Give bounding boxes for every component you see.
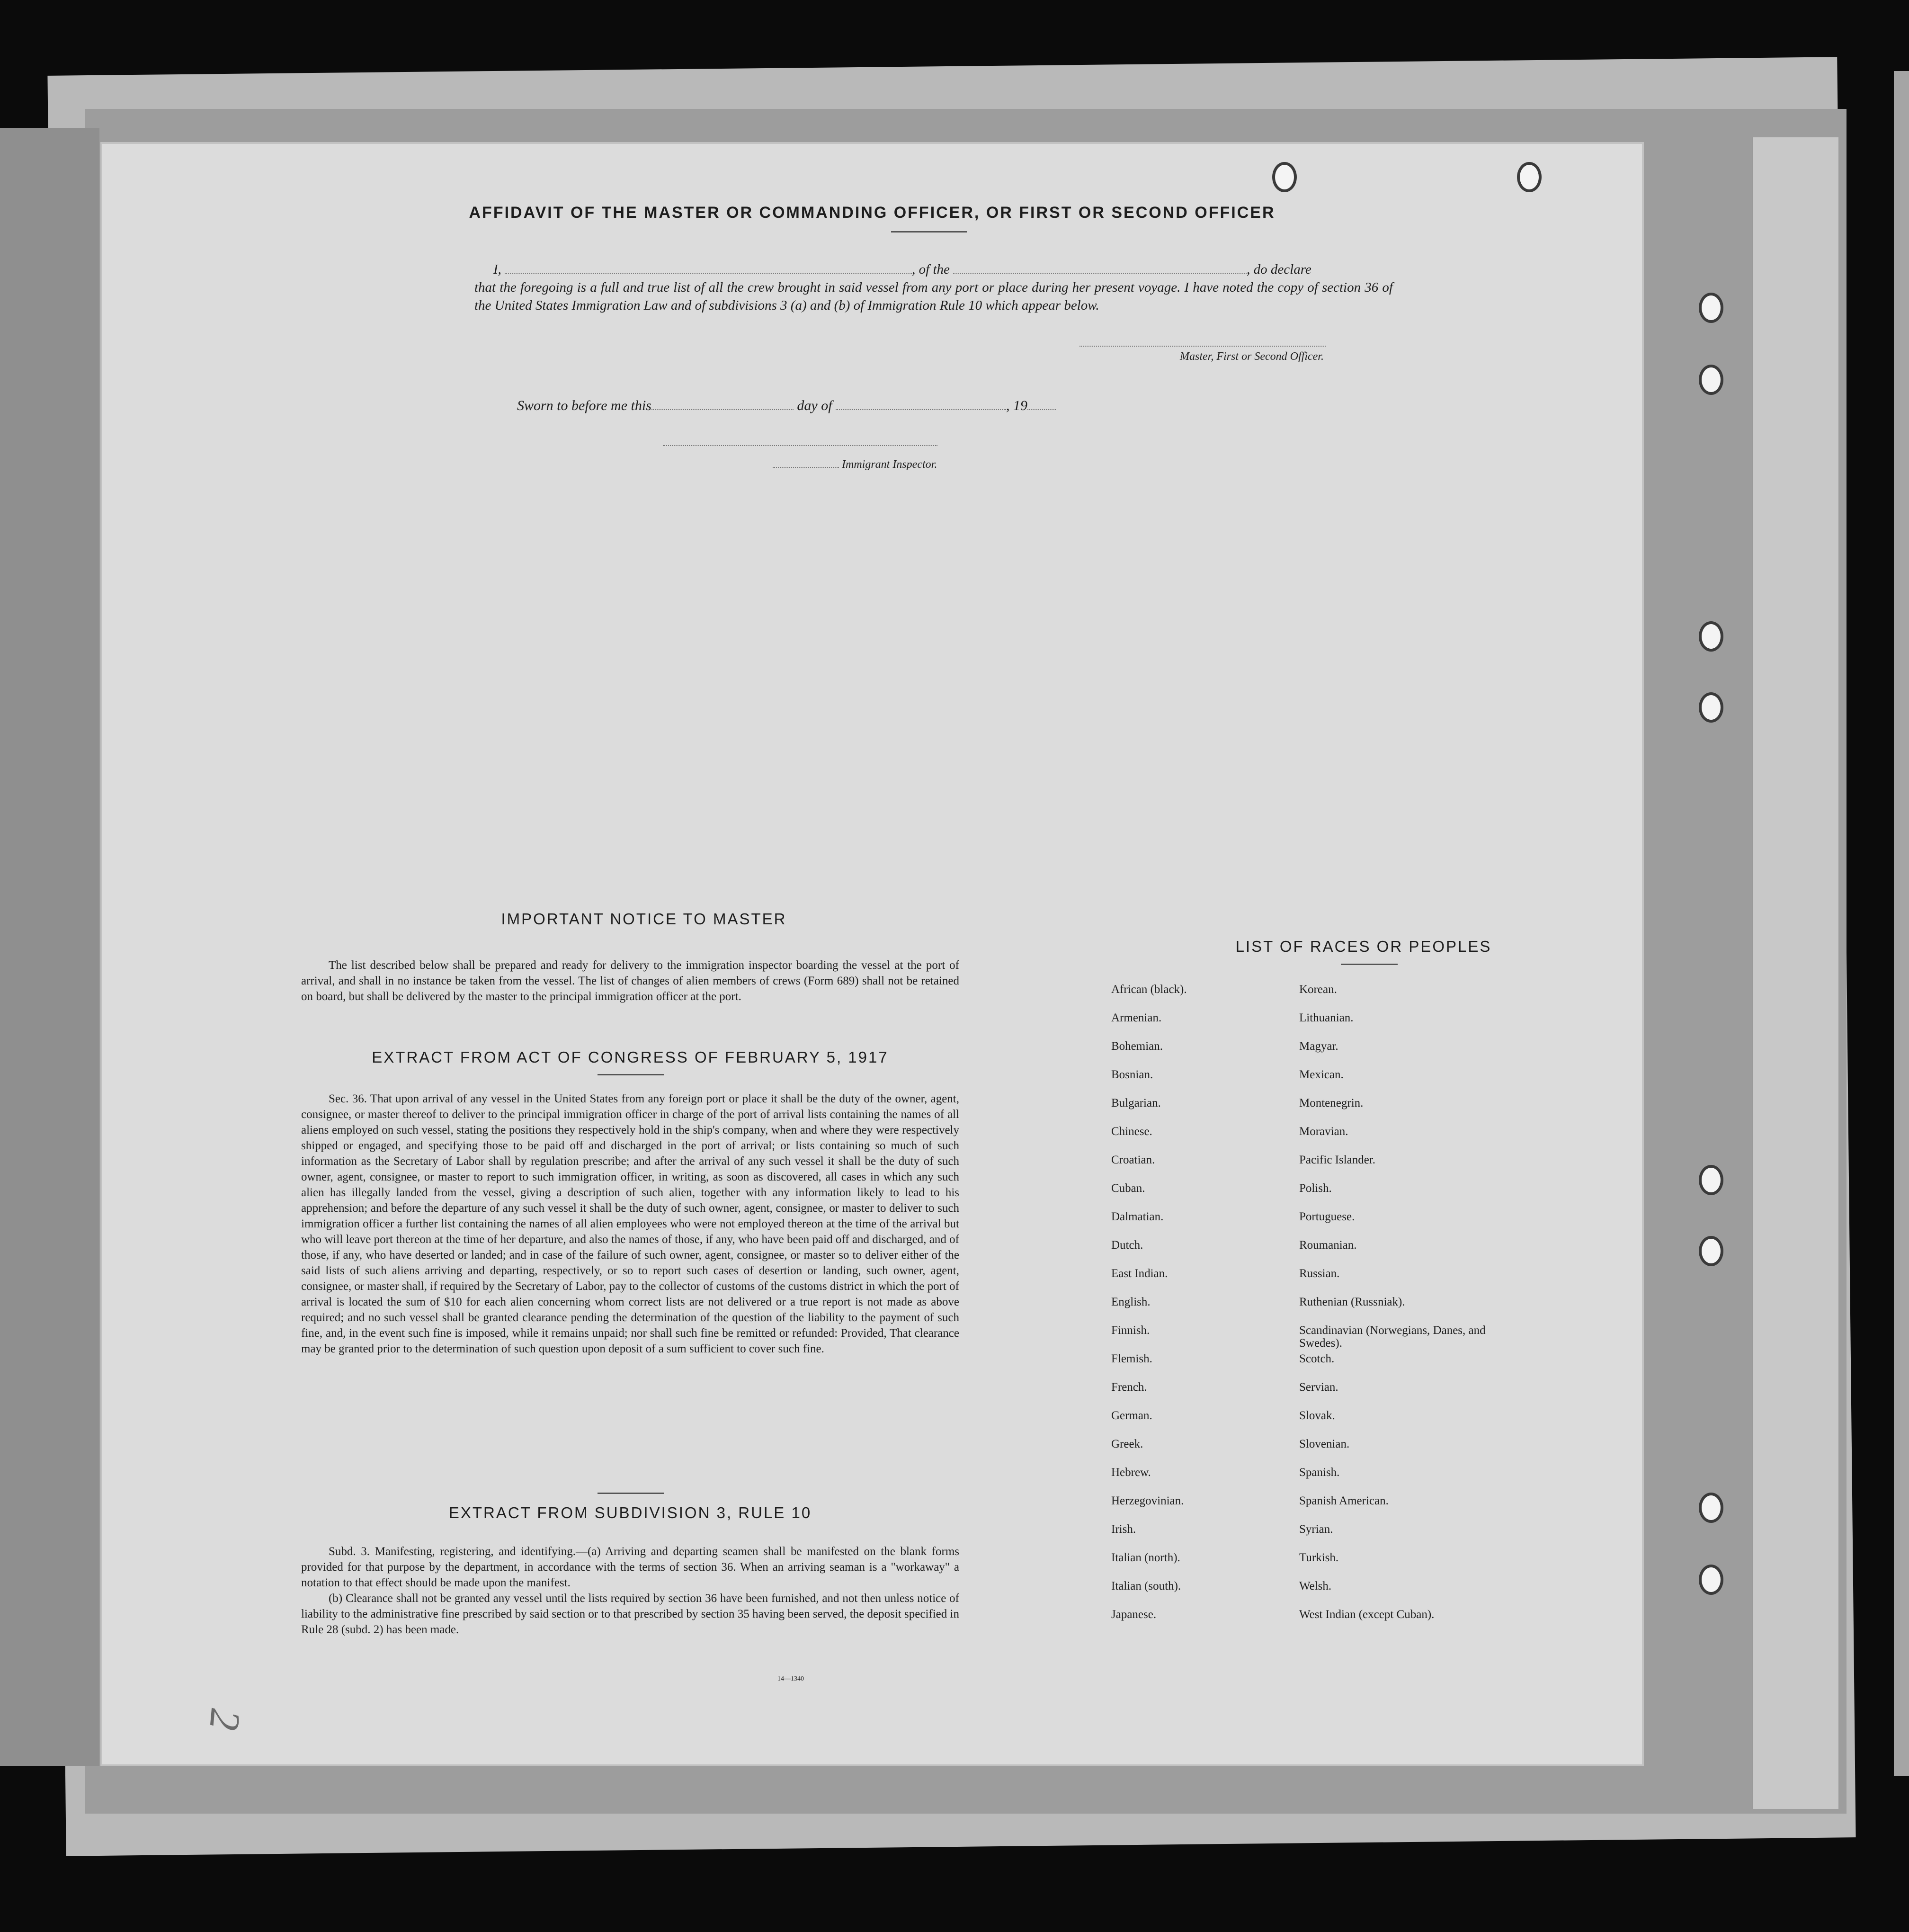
- race-name: Polish.: [1299, 1182, 1332, 1195]
- race-name: Mexican.: [1299, 1068, 1344, 1081]
- race-row: [1111, 1296, 1679, 1324]
- punch-hole: [1699, 1236, 1723, 1266]
- document-page: [100, 142, 1644, 1766]
- declaration-statement: that the foregoing is a full and true list of all the crew brought in said vessel from any port or place during her present voyage. I have noted the copy of section 36 of the United States Immigration Law and of subdivisions 3 (a) and (b) of Immigration Rule 10 which appear below.: [474, 280, 1393, 313]
- race-name: Cuban.: [1111, 1182, 1145, 1195]
- month-blank[interactable]: [836, 399, 1006, 410]
- section-rule: [598, 1074, 664, 1075]
- race-name: Dalmatian.: [1111, 1210, 1164, 1223]
- race-name: African (black).: [1111, 983, 1187, 996]
- adjacent-page-edge: [0, 128, 99, 1766]
- race-row: [1111, 1523, 1679, 1551]
- rule-text: [301, 1544, 959, 1637]
- day-blank[interactable]: [651, 399, 794, 410]
- race-name: Moravian.: [1299, 1125, 1348, 1138]
- declaration-line: [474, 260, 1393, 278]
- punch-hole: [1699, 692, 1723, 723]
- race-name: Turkish.: [1299, 1551, 1339, 1564]
- of-the-label: , of the: [912, 262, 950, 277]
- race-name: Welsh.: [1299, 1580, 1332, 1592]
- name-blank[interactable]: [505, 262, 912, 274]
- race-name: Slovak.: [1299, 1409, 1335, 1422]
- inspector-dots: [773, 459, 839, 468]
- race-name: Spanish American.: [1299, 1494, 1389, 1507]
- sworn-row: [517, 398, 1056, 414]
- race-name: Bosnian.: [1111, 1068, 1153, 1081]
- act-title: EXTRACT FROM ACT OF CONGRESS OF FEBRUARY 5, 1917: [372, 1048, 889, 1066]
- punch-hole: [1272, 162, 1297, 192]
- race-name: Finnish.: [1111, 1324, 1150, 1337]
- inspector-signature-line[interactable]: [663, 445, 937, 446]
- notice-title: IMPORTANT NOTICE TO MASTER: [501, 910, 787, 928]
- race-name: French.: [1111, 1381, 1147, 1394]
- race-name: Armenian.: [1111, 1011, 1162, 1024]
- race-row: [1111, 1267, 1679, 1296]
- race-name: Irish.: [1111, 1523, 1136, 1536]
- section-rule: [1341, 964, 1398, 965]
- race-name: East Indian.: [1111, 1267, 1168, 1280]
- race-name: Magyar.: [1299, 1040, 1338, 1053]
- punch-hole: [1699, 1165, 1723, 1195]
- race-row: [1111, 1352, 1679, 1381]
- race-row: [1111, 1239, 1679, 1267]
- race-name: Roumanian.: [1299, 1239, 1357, 1252]
- race-name: Italian (north).: [1111, 1551, 1180, 1564]
- race-row: [1111, 1466, 1679, 1494]
- race-name: Hebrew.: [1111, 1466, 1151, 1479]
- punch-hole: [1699, 1565, 1723, 1595]
- punch-hole: [1699, 1493, 1723, 1523]
- race-row: [1111, 1580, 1679, 1608]
- race-row: [1111, 1125, 1679, 1154]
- race-name: Syrian.: [1299, 1523, 1333, 1536]
- act-text: [301, 1091, 959, 1357]
- punch-hole: [1699, 365, 1723, 395]
- race-row: [1111, 1324, 1679, 1352]
- race-row: [1111, 1381, 1679, 1409]
- do-declare-label: , do declare: [1247, 262, 1311, 277]
- punch-hole: [1517, 162, 1542, 192]
- notice-text: [301, 957, 959, 1004]
- adjacent-page-edge: [1894, 71, 1909, 1776]
- section-rule: [598, 1493, 664, 1494]
- race-name: Slovenian.: [1299, 1438, 1350, 1450]
- inspector-caption-text: Immigrant Inspector.: [842, 458, 937, 471]
- race-name: Portuguese.: [1299, 1210, 1355, 1223]
- races-title: LIST OF RACES OR PEOPLES: [1235, 938, 1492, 955]
- race-row: [1111, 1494, 1679, 1523]
- race-name: Dutch.: [1111, 1239, 1143, 1252]
- i-label: I,: [493, 262, 501, 277]
- race-name: Korean.: [1299, 983, 1337, 996]
- race-row: [1111, 1438, 1679, 1466]
- affidavit-title: AFFIDAVIT OF THE MASTER OR COMMANDING OFFICER, OR FIRST OR SECOND OFFICER: [469, 204, 1276, 222]
- race-name: English.: [1111, 1296, 1151, 1308]
- race-row: [1111, 1011, 1679, 1040]
- race-row: [1111, 1097, 1679, 1125]
- year-prefix: , 19: [1006, 398, 1028, 413]
- race-name: Herzegovinian.: [1111, 1494, 1184, 1507]
- race-row: [1111, 983, 1679, 1011]
- race-name: Montenegrin.: [1299, 1097, 1364, 1109]
- race-name: Servian.: [1299, 1381, 1338, 1394]
- race-name: Greek.: [1111, 1438, 1143, 1450]
- background-sheet-edge: [1752, 137, 1838, 1809]
- race-name: Ruthenian (Russniak).: [1299, 1296, 1405, 1308]
- affidavit-body: [474, 260, 1393, 314]
- race-name: Scandinavian (Norwegians, Danes, and Swedes).: [1299, 1324, 1486, 1350]
- title-rule: [891, 231, 967, 233]
- notice-paragraph: The list described below shall be prepared and ready for delivery to the immigration inspector boarding the vessel at the port of arrival, and shall in no instance be taken from the vessel. The list of changes of alien members of crews (Form 689) shall not be retained on board, but shall be delivered by the master to the principal immigration officer at the port.: [301, 959, 959, 1003]
- race-name: Bohemian.: [1111, 1040, 1163, 1053]
- race-name: Lithuanian.: [1299, 1011, 1354, 1024]
- race-name: Japanese.: [1111, 1608, 1157, 1621]
- rule-title: EXTRACT FROM SUBDIVISION 3, RULE 10: [448, 1504, 812, 1521]
- race-name: Scotch.: [1299, 1352, 1335, 1365]
- sworn-prefix: Sworn to before me this: [517, 398, 651, 413]
- race-row: [1111, 1154, 1679, 1182]
- race-row: [1111, 1182, 1679, 1210]
- day-of-label: day of: [797, 398, 832, 413]
- race-row: [1111, 1210, 1679, 1239]
- rule-paragraph-a: Subd. 3. Manifesting, registering, and identifying.—(a) Arriving and departing seamen shall be manifested on the blank forms provided for that purpose by the department, in accordance with the terms of section 36. When an arriving seaman is a "workaway" a notation to that effect should be made upon the manifest.: [301, 1545, 959, 1589]
- race-name: Croatian.: [1111, 1154, 1155, 1166]
- year-blank[interactable]: [1027, 399, 1056, 410]
- handwritten-page-mark: 2: [200, 1707, 249, 1733]
- race-name: Russian.: [1299, 1267, 1340, 1280]
- punch-hole: [1699, 293, 1723, 323]
- vessel-blank[interactable]: [953, 262, 1247, 274]
- race-row: [1111, 1551, 1679, 1580]
- race-name: Italian (south).: [1111, 1580, 1181, 1592]
- race-name: Pacific Islander.: [1299, 1154, 1376, 1166]
- race-name: Flemish.: [1111, 1352, 1152, 1365]
- master-signature-line[interactable]: [1079, 346, 1326, 347]
- race-name: German.: [1111, 1409, 1152, 1422]
- rule-paragraph-b: (b) Clearance shall not be granted any vessel until the lists required by section 36 have been furnished, and not then unless notice of liability to the administrative fine prescribed by said section or to that prescribed by section 35 having been served, the deposit specified in Rule 28 (subd. 2) has been made.: [301, 1592, 959, 1636]
- act-paragraph: Sec. 36. That upon arrival of any vessel in the United States from any foreign port or place it shall be the duty of the owner, agent, consignee, or master thereof to deliver to the principal immigration officer in charge of the port of arrival lists containing the names of all aliens employed on such vessel, stating the positions they respectively hold in the ship's company, when and where they were respectively shipped or engaged, and specifying those to be paid off and discharged in the port of arrival; or lists containing so much of such information as the Secretary of Labor shall by regulation prescribe; and after the arrival of any such vessel it shall be the duty of such owner, agent, consignee, or master to report to such immigration officer, in writing, as soon as discovered, all cases in which any such alien has illegally landed from the vessel, giving a description of such alien, together with any information likely to lead to his apprehension; and before the departure of any such vessel it shall be the duty of such owner, agent, consignee, or master to deliver to such immigration officer a further list containing the names of all alien employees who were not employed thereon at the time of the arrival but who will leave port thereon at the time of her departure, and also the names of those, if any, who have been paid off and discharged, and of those, if any, who have deserted or landed; and in case of the failure of such owner, agent, consignee, or master so to deliver either of the said lists of such aliens arriving and departing, respectively, or so to report such cases of desertion or landing, such owner, agent, consignee, or master shall, if required by the Secretary of Labor, pay to the collector of customs of the customs district in which the port of arrival is located the sum of $10 for each alien concerning whom correct lists are not delivered or a true report is not made as above required; and no such vessel shall be granted clearance pending the determination of the question of the liability to the payment of such fine, and, in the event such fine is imposed, while it remains unpaid; nor shall such fine be remitted or refunded: Provided, That clearance may be granted prior to the determination of such question upon deposit of a sum sufficient to cover such fine.: [301, 1092, 959, 1355]
- inspector-caption: [773, 458, 937, 471]
- punch-hole: [1699, 621, 1723, 652]
- race-name: West Indian (except Cuban).: [1299, 1608, 1435, 1621]
- race-row: [1111, 1608, 1679, 1637]
- master-signature-caption: Master, First or Second Officer.: [1180, 350, 1324, 363]
- race-row: [1111, 1040, 1679, 1068]
- race-row: [1111, 1068, 1679, 1097]
- race-row: [1111, 1409, 1679, 1438]
- races-list: [1111, 983, 1679, 1637]
- race-name: Chinese.: [1111, 1125, 1152, 1138]
- form-number: 14—1340: [777, 1675, 804, 1682]
- race-name: Spanish.: [1299, 1466, 1340, 1479]
- race-name: Bulgarian.: [1111, 1097, 1161, 1109]
